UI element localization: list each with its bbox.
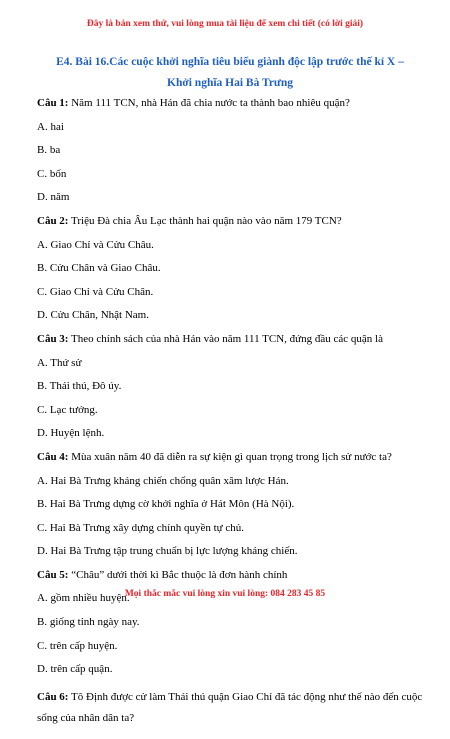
question-label: Câu 6: <box>37 690 69 703</box>
question-text: Mùa xuân năm 40 đã diễn ra sự kiện gì quan trọng trong lịch sử nước ta? <box>68 450 392 463</box>
question-text: “Châu” dưới thời kì Bắc thuộc là đơn hành chính <box>68 568 288 581</box>
question-label: Câu 1: <box>37 97 69 109</box>
option-5a: A. gồm nhiều huyện. <box>37 592 130 605</box>
question-list <box>37 97 427 739</box>
question-3 <box>37 333 427 357</box>
title-line-2: Khởi nghĩa Hai Bà Trưng <box>167 77 293 89</box>
option-1b: B. ba <box>37 144 61 157</box>
question-text: Năm 111 TCN, nhà Hán đã chia nước ta thành bao nhiêu quận? <box>68 97 350 109</box>
question-label: Câu 4: <box>37 450 69 463</box>
option-2d: D. Cửu Chân, Nhật Nam. <box>37 309 149 322</box>
question-text: Tô Định được cử làm Thái thú quận Giao Chỉ đã tác động như thế nào đến cuộc sống của nhân dân ta? <box>37 690 423 724</box>
option-3b: B. Thái thú, Đô úy. <box>37 380 122 393</box>
question-text: Triệu Đà chia Âu Lạc thành hai quận nào vào năm 179 TCN? <box>68 214 342 227</box>
option-4d: D. Hai Bà Trưng tập trung chuẩn bị lực lượng kháng chiến. <box>37 545 298 558</box>
question-label: Câu 2: <box>37 214 69 227</box>
option-5c: C. trên cấp huyện. <box>37 639 118 652</box>
title-line-1: E4. Bài 16.Các cuộc khởi nghĩa tiêu biểu giành độc lập trước thế kỉ X – <box>56 56 404 68</box>
option-2a: A. Giao Chỉ và Cửu Châu. <box>37 238 154 251</box>
question-6 <box>37 687 427 729</box>
question-text: Theo chính sách của nhà Hán vào năm 111 TCN, đứng đầu các quận là <box>68 332 383 345</box>
option-5d: D. trên cấp quận. <box>37 663 113 676</box>
option-3d: D. Huyện lệnh. <box>37 427 105 440</box>
option-3a: A. Thứ sử <box>37 356 82 369</box>
option-2c: C. Giao Chỉ và Cửu Chân. <box>37 285 154 298</box>
option-4a: A. Hai Bà Trưng kháng chiến chống quân xâm lược Hán. <box>37 474 289 487</box>
option-1c: C. bốn <box>37 167 67 180</box>
option-1d: D. năm <box>37 191 70 204</box>
option-5b: B. giống tỉnh ngày nay. <box>37 616 140 629</box>
option-3c: C. Lạc tướng. <box>37 403 98 416</box>
question-2 <box>37 215 427 239</box>
document-title <box>30 52 430 94</box>
question-1 <box>37 97 427 121</box>
question-label: Câu 5: <box>37 568 69 581</box>
option-4c: C. Hai Bà Trưng xây dựng chính quyền tự chủ. <box>37 521 245 534</box>
question-4 <box>37 451 427 475</box>
option-4b: B. Hai Bà Trưng dựng cờ khởi nghĩa ở Hát Môn (Hà Nội). <box>37 498 295 511</box>
contact-notice-banner: Mọi thắc mắc vui lòng xin vui lòng: 084 283 45 85 <box>124 589 326 599</box>
option-2b: B. Cửu Chân và Giao Châu. <box>37 262 161 275</box>
option-1a: A. hai <box>37 120 64 133</box>
question-label: Câu 3: <box>37 332 69 345</box>
preview-notice-banner: Đây là bản xem thử, vui lòng mua tài liệu để xem chi tiết (có lời giải) <box>86 19 364 29</box>
